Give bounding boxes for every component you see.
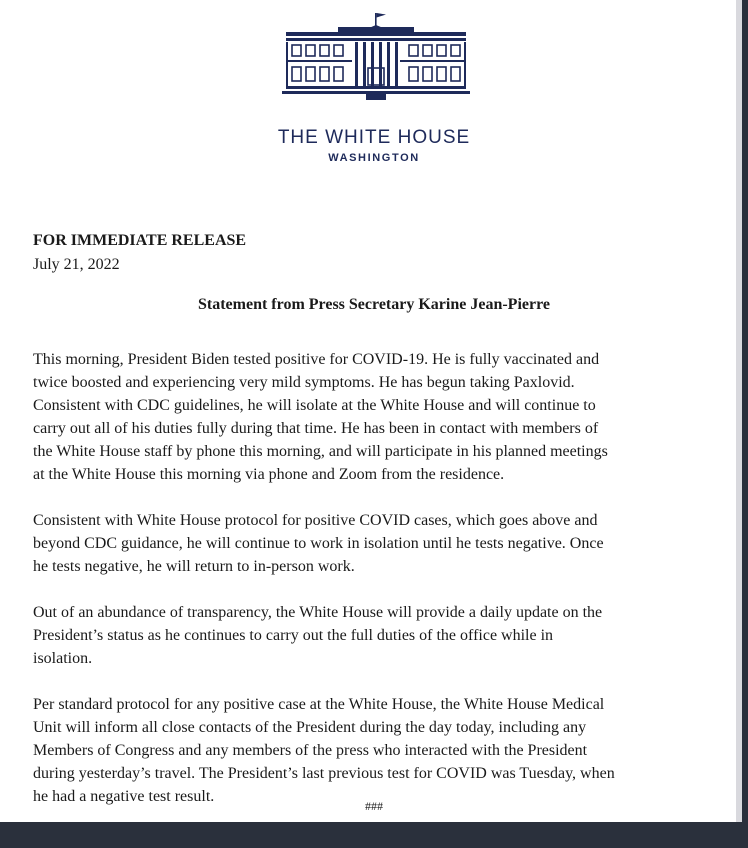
masthead-subtitle: WASHINGTON <box>328 152 420 164</box>
release-date: July 21, 2022 <box>33 256 120 273</box>
paragraph: Per standard protocol for any positive case at the White House, the White House Medical Unit will inform all close contacts of the President during the day today, including any Members of Congress and any members of the press who interacted with the President during yesterday’s travel. The President’s last previous test for COVID was Tuesday, when he had a negative test result. <box>33 696 615 805</box>
paragraph: This morning, President Biden tested positive for COVID-19. He is fully vaccinated and twice boosted and experiencing very mild symptoms. He has begun taking Paxlovid. Consistent with CDC guidelines, he will isolate at the White House and will continue to carry out all of his duties fully during that time. He has been in contact with members of the White House staff by phone this morning, and will participate in his planned meetings at the White House this morning via phone and Zoom from the residence. <box>33 351 608 483</box>
white-house-logo <box>282 12 470 102</box>
end-mark: ### <box>365 799 383 813</box>
release-label: FOR IMMEDIATE RELEASE <box>33 232 247 249</box>
paragraph: Consistent with White House protocol for positive COVID cases, which goes above and beyond CDC guidance, he will continue to work in isolation until he tests negative. Once he tests negative, he will return to in-person work. <box>33 512 604 575</box>
statement-body <box>33 348 733 822</box>
masthead-title: THE WHITE HOUSE <box>277 127 471 148</box>
bottom-bar <box>0 822 748 848</box>
statement-heading: Statement from Press Secretary Karine Jean-Pierre <box>197 296 551 313</box>
paragraph: Out of an abundance of transparency, the White House will provide a daily update on the President’s status as he continues to carry out the full duties of the office while in isolation. <box>33 604 603 667</box>
page-edge <box>736 0 742 822</box>
